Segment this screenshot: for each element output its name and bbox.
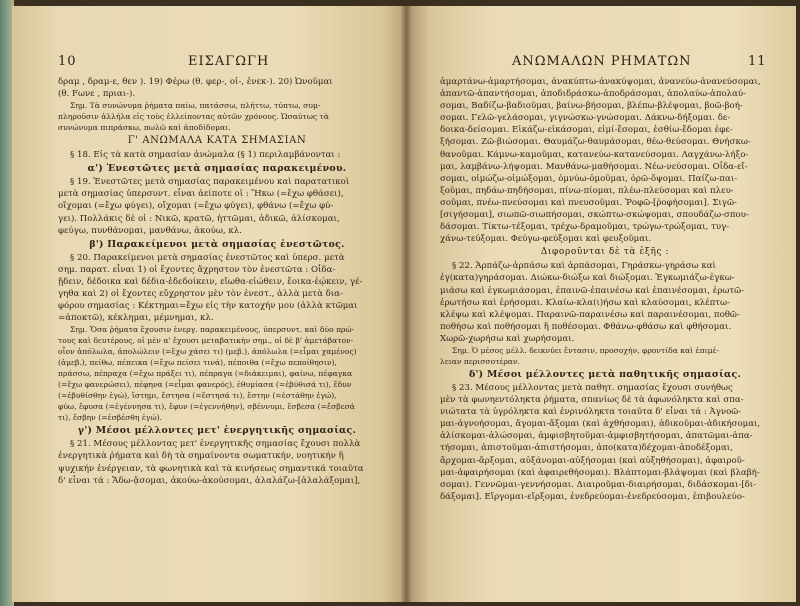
text-line: ἁλίσκομαι-ἁλώσομαι, ἀμφισβητοῦμαι-ἀμφισβητήσομαι, ἀπατῶμαι-ἀπα- [440,431,753,442]
right-page-body [440,76,770,503]
text-line: φόρου σημασίας : Κέκτημαι=ἔχω εἰς τὴν κατοχήν μου (ἀλλὰ κτῶμαι [58,301,358,312]
text-line: ποθήσω καὶ ποθήσομαι ἢ ποθέσομαι. Φθάνω-φθάσω καὶ φθήσομαι. [440,321,732,332]
note-line: πληροῦσιν ἀλλήλα εἰς τοὺς ἐλλείποντας αὐτῶν χρόνους. Ὡσαύτως τὰ [58,112,329,122]
left-page-number: 10 [58,54,77,69]
text-line: σοῦμαι, πνέω-πνεύσομαι καὶ πνευσοῦμαι. Ῥοφῶ-[ῥοφήσομαι]. Σιγῶ- [440,197,737,208]
text-line: γηθα καὶ 2) οἱ ἔχοντες εὔχρηστον μὲν τὸν ἐνεστ., ἀλλὰ μετὰ δια- [58,289,343,300]
text-line: Χωρῶ-χωρήσω καὶ χωρήσομαι. [440,333,575,344]
text-line: μὲν τὰ φωνηεντόληκτα ῥήματα, σπανίως δὲ τὰ ἀφωνόληκτα καὶ σπα- [440,395,744,406]
note-line: Σημ. Ὁ μέσος μέλλ. δεικνύει ἔντασιν, προσοχήν, φροντίδα καὶ ἐπιμέ- [452,345,720,355]
text-line: [σιγήσομαι], σιωπῶ-σιωπήσομαι, σκώπτω-σκώψομαι, σπουδάζω-σπου- [440,210,749,221]
text-line: φεύγω, πυνθάνομαι, μανθάνω, ἀκούω, κλ. [58,225,242,236]
text-line: § 21. Μέσους μέλλοντας μετ' ἐνεργητικῆς σημασίας ἔχουσι πολλὰ [70,439,361,450]
note-line: τους καὶ δευτέρους, οἱ μὲν α' ἔχουσι μεταβατικὴν σημ., οἱ δὲ β' ἀμετάβατον- [58,336,354,346]
subsection-heading-d: δ') Μέσοι μέλλοντες μετὰ παθητικῆς σημασίας. [468,368,742,380]
note-line: συνώνυμα πιπράσκω, πωλῶ καὶ ἀποδίδομαι. [58,123,231,133]
text-line: § 19. Ἐνεστῶτες μετὰ σημασίας παρακειμένου καὶ παρατατικοὶ [70,177,350,188]
text-line: ἀπαντῶ-ἀπαντήσομαι, ἀποδιδράσκω-ἀποδράσομαι, ἀπολαύω-ἀπολαύ- [440,89,747,100]
text-line: μαι-ἀφαιρήσομαι (καὶ ἀφαιρεθήσομαι). Βλάπτομαι-βλάψομαι (καὶ βλαβή- [440,467,760,478]
note-line: Σημ. Ὅσα ῥήματα ἔχουσιν ἐνεργ. παρακειμένους, ὑπερσυντ. καὶ δύο πρώ- [70,325,355,335]
text-line: ψυχικήν ἐνέργειαν, τὰ φωνητικὰ καὶ τὰ κινήσεως σημαντικά τοιαῦτα [58,463,364,474]
text-line: ἐρωτήσω καὶ ἐρήσομαι. Κλαίω-κλα(ι)ήσω καὶ κλαύσομαι, κλέπτω- [440,297,730,308]
note-line: Σημ. Τὰ συνώνυμα ῥήματα παίω, πατάσσω, πλήττω, τύπτω, συμ- [70,101,321,111]
text-line: § 18. Εἰς τὰ κατὰ σημασίαν ἀνώμαλα (§ 1) περιλαμβάνονται : [70,150,341,161]
note-line: τι), ἔσβην (=ἐσβέσθη ἐγώ). [58,413,163,423]
text-line: σομαι, οἰμώζω-οἰμώξομαι, ὀμνύω-ὀμοῦμαι, ὁρῶ-ὄψομαι. Παίζω-παι- [440,173,738,184]
text-line: δάσομαι. Τίκτω-τέξομαι, τρέχω-δραμοῦμαι, τρώγω-τρώξομαι, τυγ- [440,222,730,233]
center-line: Διφοροῦνται δὲ τὰ ἑξῆς : [540,247,670,258]
subsection-heading-b: β') Παρακείμενοι μετὰ σημασίας ἐνεστῶτος. [89,238,345,250]
text-line: δοικα-δείσομαι. Εἰκάζω-εἰκάσομαι, εἰμί-ἔσομαι, ἐσθίω-ἔδομαι ἐφε- [440,125,733,136]
text-line: δάξομαι]. Εἴργομαι-εἴρξομαι, ἐνεδρεύομαι-ἐνεδρεύσομαι, ἐπιβουλεύο- [440,491,745,502]
right-running-header: ΑΝΩΜΑΛΩΝ ΡΗΜΑΤΩΝ [512,54,692,69]
text-line: § 23. Μέσους μέλλοντας μετὰ παθητ. σημασίας ἔχουσι συνήθως [452,382,733,393]
text-line: ἄρχομαι-ἄρξομαι, αὐξάνομαι-αὐξήσομαι (καὶ αὐξηθήσομαι), ἀφαιροῦ- [440,455,745,466]
text-line: ἐνεργητικὰ ῥήματα καὶ δὴ τὰ σημαίνοντα σωματικήν, νοητικήν ἢ [58,451,344,462]
text-line: μιάσω καὶ ἐγκωμιάσομαι, ἐπαινῶ-ἐπαινέσω καὶ ἐπαινέσομαι, ἐρωτῶ- [440,285,745,296]
note-line: (=ἔχω φανερώσει), πέφηνα (=εἶμαι φανερός), ἐθυμίασα (=ἐβύθισά τι), ἔδυν [58,380,352,390]
text-line: χάνω-τεύξομαι. Φεύγω-φεύξομαι καὶ φευξοῦμαι. [440,234,652,245]
subsection-heading-c: γ') Μέσοι μέλλοντες μετ' ἐνεργητικῆς σημασίας. [77,425,357,437]
text-line: κλέψω καὶ κλέψομαι. Παραινῶ-παραινέσω καὶ παραινέσομαι, ποθῶ- [440,309,740,320]
text-line: σημ. παρατ. εἶναι 1) οἱ ἔχοντες ἄχρηστον τὸν ἐνεστῶτα : Οἶδα- [58,264,336,275]
text-line: τήσομαι, ἀπιστοῦμαι-ἀπιστήσομαι, ἀπο(κατα)δέχομαι-ἀποδέξομαι, [440,443,733,454]
subsection-heading-a: α') Ἐνεστῶτες μετὰ σημασίας παρακειμένου. [87,163,347,175]
text-line: ἁμαρτάνω-ἁμαρτήσομαι, ἀνακύπτω-ἀνακύψομαι, ἀνανεύω-ἀνανεύσομαι, [440,77,761,87]
text-line: θανοῦμαι. Κάμνω-καμοῦμαι, κατανεύω-κατανεύσομαι. Λαγχάνω-λήξο- [440,149,749,160]
text-line: νιώτατα τὰ ὑγρόληκτα καὶ ἐνρινόληκτα τοιαῦτα δ' εἶναι τά : Ἀγνοῶ- [440,407,742,418]
note-line: λειαν περισσοτέραν. [440,356,520,366]
book-gutter [400,0,412,606]
text-line: § 20. Παρακείμενοι μετὰ σημασίας ἐνεστῶτος καὶ ὑπερσ. μετὰ [70,252,345,263]
text-line: γει). Πολλάκις δὲ οἱ : Νικῶ, κρατῶ, ἡττῶμαι, ἀδικῶ, ἁλίσκομαι, [58,213,340,224]
note-line: (ἀμεβ.), πείθω, πέπεικα (=ἔχω πείσει τινά), πέποιθα (=ἔχω πεποίθησιν), [58,358,337,368]
text-line: σομαι, Βαδίζω-βαδιοῦμαι, βαίνω-βήσομαι, βλέπω-βλέψομαι, βοῶ-βοή- [440,101,743,112]
text-line: μαι-ἀγνοήσομαι, ἄγομαι-ἄξομαι (καὶ ἀχθήσομαι), ἀδικοῦμαι-ἀδικήσομαι, [440,419,761,430]
text-line: ξήσομαι. Ζῶ-βιώσομαι. Θαυμάζω-θαυμάσομαι, θέω-θεύσομαι. Θνήσκω- [440,137,751,148]
text-line: ξοῦμαι, πηδάω-πηδήσομαι, πίνω-πίομαι, πλέω-πλεύσομαι καὶ πλευ- [440,185,734,196]
text-line: δραμ , δραμ-ε, θεν ). 19) Φέρω (θ. φερ-, οἰ-, ἐνεκ-). 20) Ὠνοῦμαι [58,77,333,87]
text-line: ἐγ(κατα)γηράσομαι. Διώκω-διώξω καὶ διώξομαι. Ἐγκωμιάζω-ἐγκω- [440,273,735,284]
text-line: μετὰ σημασίας ὑπερσυντ. εἶναι ἀείποτε οἱ : Ἥκω (=ἔχω φθάσει), [58,189,344,200]
text-line: σομαι. Γελῶ-γελάσομαι, γιγνώσκω-γνώσομαι. Δάκνω-δήξομαι. δε- [440,113,731,124]
text-line: =ἀποκτῶ), κέκλημαι, μέμνημαι, κλ. [58,313,214,324]
note-line: (=ἐβυθίσθην ἐγώ), ἵστημι, ἔστησα (=ἔστησά τι), ἔστην (=ἐστάθην ἐγώ), [58,391,337,401]
text-line: σομαι). Γεννῶμαι-γεννήσομαι. Διαιροῦμαι-διαιρήσομαι, διδάσκομαι-[δι- [440,479,757,490]
section-title: Γ' ΑΝΩΜΑΛΑ ΚΑΤΑ ΣΗΜΑΣΙΑΝ [127,135,307,147]
note-line: οἷον ἀπόλωλα, ἀπολώλειν (=ἔχω χάσει τι) (μεβ.), ἀπόλωλα (=εἶμαι χαμένος) [58,347,357,357]
note-line: πράσσω, πέπραχα (=ἔχω πράξει τι), πέπραγα (=διάκειμαι), φαίνω, πέφαγκα [58,369,353,379]
left-page-body [58,76,376,487]
text-line: δ' εἶναι τά : Ἄδω-ᾄσομαι, ἀκούω-ἀκούσομαι, ἀλαλάζω-[ἀλαλάξομαι], [58,475,361,486]
text-line: (θ. Fωνε , πριαι-). [58,89,136,100]
note-line: φύω, ἔφυσα (=ἐγέννησα τι), ἔφυν (=ἐγεννήθην), σβέννυμι, ἔσβεσα (=ἔσβεσά [58,402,355,412]
text-line: οἴχομαι (=ἔχω φύγει), οἴχομαι (=ἔχω φύγει), φθάνω (=ἔχω φύ- [58,201,334,212]
text-line: μαι, λαμβάνω-λήψομαι. Μανθάνω-μαθήσομαι. Νέω-νεύσομαι. Οἶδα-εἴ- [440,161,748,172]
text-line: ᾔδειν, δέδοικα καὶ δέδια-ἐδεδοίκειν, εἴωθα-εἰώθειν, ἔοικα-ἐῴκειν, γέ- [58,276,363,287]
left-running-header: ΕΙΣΑΓΩΓΗ [188,54,270,69]
right-page-number: 11 [748,54,767,69]
text-line: § 22. Ἁρπάζω-ἁρπάσω καὶ ἁρπάσομαι, Γηράσκω-γηράσω καὶ [452,261,716,272]
